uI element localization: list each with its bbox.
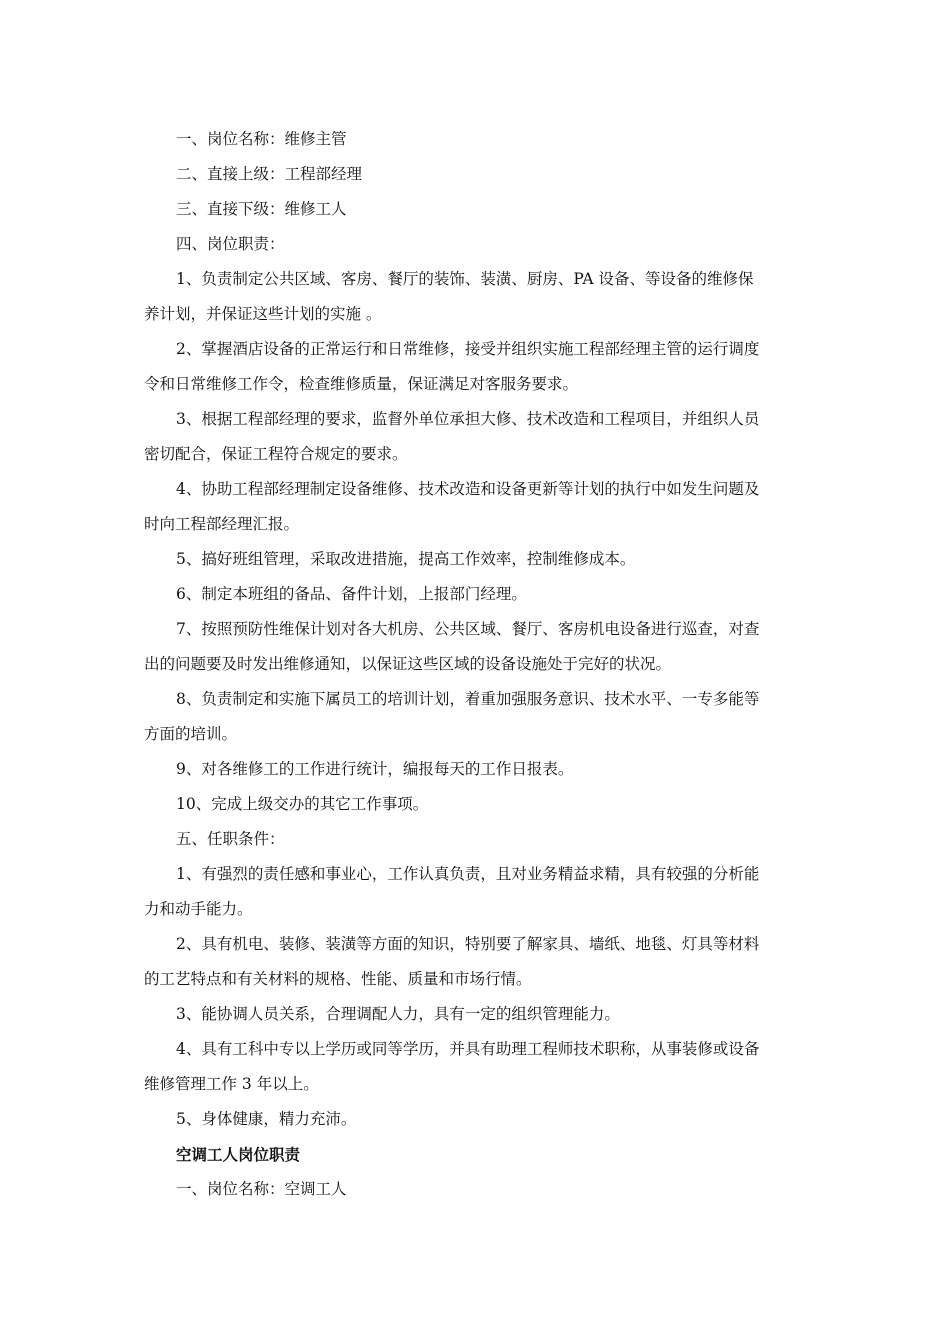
text-line: 3、根据工程部经理的要求，监督外单位承担大修、技术改造和工程项目，并组织人员 xyxy=(176,410,760,428)
text-line: 4、协助工程部经理制定设备维修、技术改造和设备更新等计划的执行中如发生问题及 xyxy=(176,480,760,498)
text-line: 三、直接下级：维修工人 xyxy=(176,200,347,218)
text-line: 力和动手能力。 xyxy=(144,900,253,918)
text-line: 出的问题要及时发出维修通知，以保证这些区域的设备设施处于完好的状况。 xyxy=(144,655,672,673)
text-line: 四、岗位职责： xyxy=(176,235,285,253)
text-line: 养计划，并保证这些计划的实施 。 xyxy=(144,305,382,323)
text-line: 一、岗位名称：空调工人 xyxy=(176,1180,347,1198)
text-line: 密切配合，保证工程符合规定的要求。 xyxy=(144,445,408,463)
text-line: 维修管理工作 3 年以上。 xyxy=(144,1075,319,1093)
text-line: 的工艺特点和有关材料的规格、性能、质量和市场行情。 xyxy=(144,970,532,988)
text-line: 10、完成上级交办的其它工作事项。 xyxy=(176,795,429,813)
text-line: 1、有强烈的责任感和事业心，工作认真负责，且对业务精益求精，具有较强的分析能 xyxy=(176,865,760,883)
text-line: 令和日常维修工作令，检查维修质量，保证满足对客服务要求。 xyxy=(144,375,579,393)
text-line: 1、负责制定公共区域、客房、餐厅的装饰、装潢、厨房、PA 设备、等设备的维修保 xyxy=(176,270,754,288)
text-line: 5、身体健康，精力充沛。 xyxy=(176,1110,357,1128)
text-line: 五、任职条件： xyxy=(176,830,285,848)
text-line: 3、能协调人员关系，合理调配人力，具有一定的组织管理能力。 xyxy=(176,1005,620,1023)
text-line: 2、掌握酒店设备的正常运行和日常维修，接受并组织实施工程部经理主管的运行调度 xyxy=(176,340,760,358)
document-page xyxy=(144,122,809,1207)
text-line: 一、岗位名称：维修主管 xyxy=(176,130,347,148)
text-line: 7、按照预防性维保计划对各大机房、公共区域、餐厅、客房机电设备进行巡查，对查 xyxy=(176,620,760,638)
text-line: 时向工程部经理汇报。 xyxy=(144,515,300,533)
text-line: 8、负责制定和实施下属员工的培训计划，着重加强服务意识、技术水平、一专多能等 xyxy=(176,690,760,708)
section-heading: 空调工人岗位职责 xyxy=(176,1145,301,1164)
text-line: 9、对各维修工的工作进行统计，编报每天的工作日报表。 xyxy=(176,760,574,778)
text-line: 5、搞好班组管理，采取改进措施，提高工作效率，控制维修成本。 xyxy=(176,550,636,568)
text-line: 二、直接上级：工程部经理 xyxy=(176,165,363,183)
text-line: 4、具有工科中专以上学历或同等学历，并具有助理工程师技术职称，从事装修或设备 xyxy=(176,1040,760,1058)
text-line: 2、具有机电、装修、装潢等方面的知识，特别要了解家具、墙纸、地毯、灯具等材料 xyxy=(176,935,760,953)
text-line: 6、制定本班组的备品、备件计划，上报部门经理。 xyxy=(176,585,527,603)
text-line: 方面的培训。 xyxy=(144,725,238,743)
